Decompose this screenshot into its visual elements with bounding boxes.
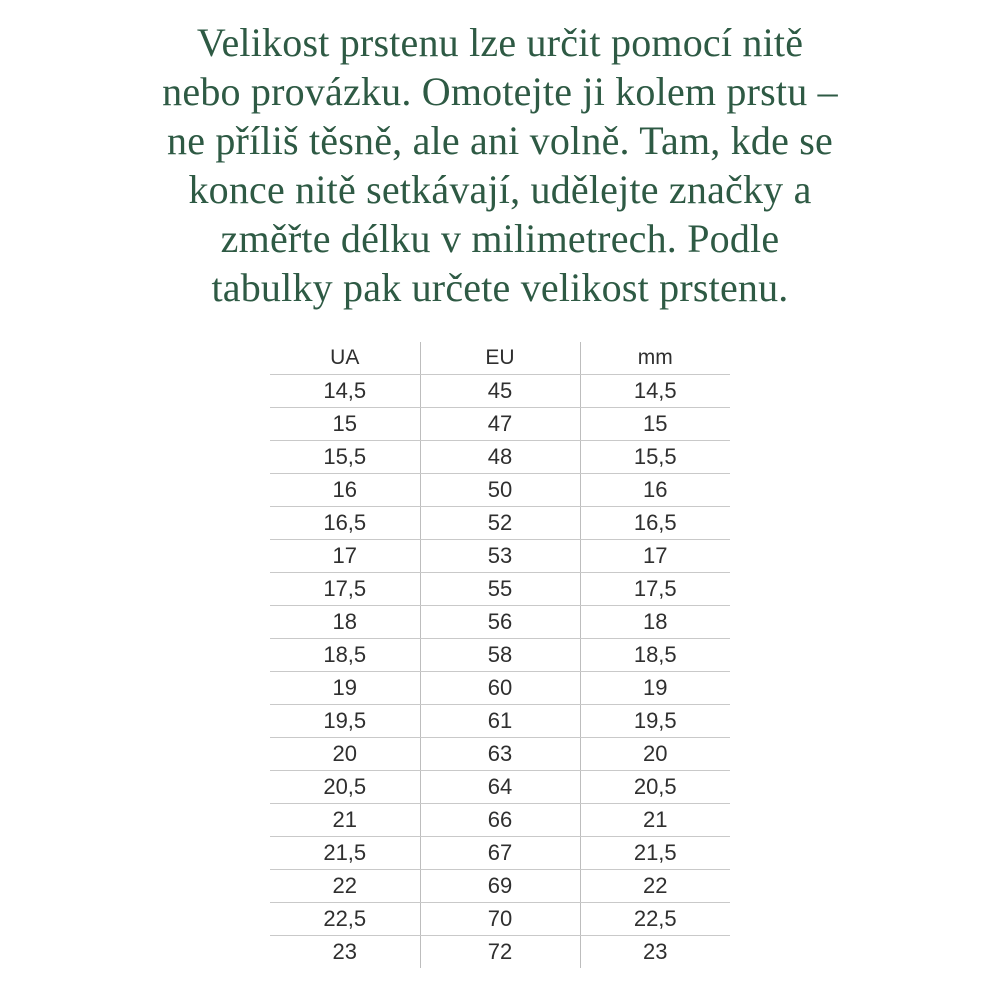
table-row	[270, 870, 730, 903]
table-cell: 17	[270, 540, 420, 573]
table-cell: 21,5	[580, 837, 730, 870]
table-row	[270, 573, 730, 606]
table-cell: 20	[580, 738, 730, 771]
table-cell: 22	[580, 870, 730, 903]
table-cell: 15	[270, 408, 420, 441]
table-cell: 21,5	[270, 837, 420, 870]
table-row	[270, 936, 730, 969]
table-row	[270, 441, 730, 474]
intro-line-5: změřte délku v milimetrech. Podle	[220, 216, 780, 261]
table-cell: 14,5	[580, 375, 730, 408]
table-cell: 18	[270, 606, 420, 639]
table-row	[270, 474, 730, 507]
intro-line-4: konce nitě setkávají, udělejte značky a	[188, 167, 812, 212]
table-cell: 47	[420, 408, 580, 441]
table-cell: 18,5	[580, 639, 730, 672]
table-cell: 20,5	[580, 771, 730, 804]
table-cell: 15	[580, 408, 730, 441]
table-cell: 48	[420, 441, 580, 474]
table-cell: 17,5	[580, 573, 730, 606]
table-row	[270, 837, 730, 870]
table-cell: 17	[580, 540, 730, 573]
table-cell: 18,5	[270, 639, 420, 672]
table-cell: 15,5	[580, 441, 730, 474]
column-header-mm: mm	[580, 342, 730, 375]
table-row	[270, 903, 730, 936]
table-cell: 15,5	[270, 441, 420, 474]
table-cell: 20	[270, 738, 420, 771]
table-cell: 70	[420, 903, 580, 936]
table-cell: 14,5	[270, 375, 420, 408]
intro-line-6: tabulky pak určete velikost prstenu.	[211, 265, 789, 310]
table-row	[270, 408, 730, 441]
table-cell: 53	[420, 540, 580, 573]
table-row	[270, 672, 730, 705]
table-cell: 16	[580, 474, 730, 507]
table-cell: 69	[420, 870, 580, 903]
table-cell: 50	[420, 474, 580, 507]
table-cell: 55	[420, 573, 580, 606]
table-cell: 56	[420, 606, 580, 639]
table-cell: 22	[270, 870, 420, 903]
table-cell: 16,5	[270, 507, 420, 540]
table-cell: 60	[420, 672, 580, 705]
table-cell: 52	[420, 507, 580, 540]
table-cell: 58	[420, 639, 580, 672]
table-cell: 67	[420, 837, 580, 870]
table-cell: 22,5	[580, 903, 730, 936]
table-cell: 21	[270, 804, 420, 837]
table-row	[270, 606, 730, 639]
table-cell: 19,5	[270, 705, 420, 738]
table-row	[270, 639, 730, 672]
column-header-eu: EU	[420, 342, 580, 375]
table-cell: 64	[420, 771, 580, 804]
column-header-ua: UA	[270, 342, 420, 375]
table-cell: 19,5	[580, 705, 730, 738]
size-table-header-row	[270, 342, 730, 375]
table-row	[270, 507, 730, 540]
intro-text	[0, 18, 1000, 312]
table-cell: 63	[420, 738, 580, 771]
table-row	[270, 738, 730, 771]
table-row	[270, 804, 730, 837]
table-cell: 20,5	[270, 771, 420, 804]
table-cell: 72	[420, 936, 580, 969]
table-cell: 45	[420, 375, 580, 408]
table-cell: 23	[332, 939, 357, 964]
table-cell: 22,5	[270, 903, 420, 936]
table-row	[270, 705, 730, 738]
table-cell: 19	[270, 672, 420, 705]
table-cell: 17,5	[270, 573, 420, 606]
size-table	[270, 342, 730, 968]
intro-line-3: ne příliš těsně, ale ani volně. Tam, kde se	[167, 118, 833, 163]
table-cell: 18	[580, 606, 730, 639]
table-cell: 16,5	[580, 507, 730, 540]
table-cell: 19	[580, 672, 730, 705]
table-row	[270, 375, 730, 408]
table-cell: 21	[580, 804, 730, 837]
table-row	[270, 540, 730, 573]
intro-line-1: Velikost prstenu lze určit pomocí nitě	[196, 20, 804, 65]
intro-line-2: nebo provázku. Omotejte ji kolem prstu –	[162, 69, 838, 114]
table-cell: 66	[420, 804, 580, 837]
size-table-body	[270, 375, 730, 969]
table-row	[270, 771, 730, 804]
table-cell: 23	[580, 936, 730, 969]
table-cell: 16	[270, 474, 420, 507]
table-cell: 61	[420, 705, 580, 738]
